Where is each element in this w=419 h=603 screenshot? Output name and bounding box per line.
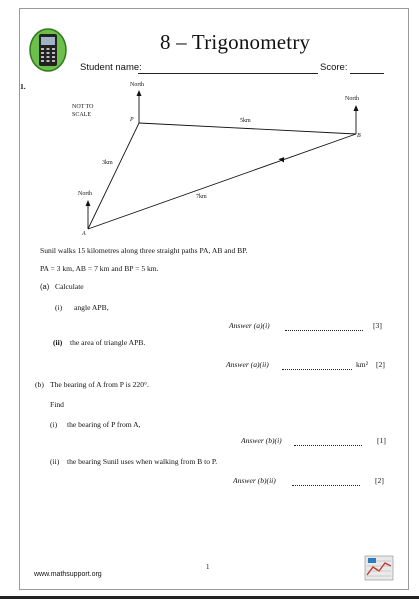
part-a-ii-label: (ii) xyxy=(53,338,63,347)
bottom-divider xyxy=(0,596,419,599)
part-a-ii-text: the area of triangle APB. xyxy=(70,338,146,347)
score-field[interactable] xyxy=(350,73,384,74)
part-b-ii-text: the bearing Sunil uses when walking from B to P. xyxy=(67,457,218,466)
part-a-i-label: (i) xyxy=(55,303,63,312)
part-a-label: (a) xyxy=(40,282,50,291)
score-label: Score: xyxy=(320,62,348,73)
part-b-ii-label: (ii) xyxy=(50,457,60,466)
answer-a-i-field[interactable] xyxy=(285,330,363,331)
north-label-b: North xyxy=(345,96,359,102)
answer-b-i-field[interactable] xyxy=(294,445,362,446)
question-givens: PA = 3 km, AB = 7 km and BP = 5 km. xyxy=(40,264,159,273)
part-a-instruction: Calculate xyxy=(55,282,84,291)
part-b-i-text: the bearing of P from A, xyxy=(67,420,141,429)
answer-b-ii-field[interactable] xyxy=(292,485,360,486)
marks-a-i: [3] xyxy=(373,321,382,330)
path-pb xyxy=(139,123,356,134)
length-pa-label: 3km xyxy=(102,160,113,166)
not-to-scale-line-2: SCALE xyxy=(72,112,92,118)
point-p-label: P xyxy=(130,117,134,123)
marks-b-ii: [2] xyxy=(375,476,384,485)
not-to-scale-line-1: NOT TO xyxy=(72,104,94,110)
student-name-label: Student name: xyxy=(80,62,142,73)
point-b-label: B xyxy=(357,133,361,139)
unit-a-ii: km² xyxy=(356,360,368,369)
path-pa xyxy=(88,123,139,229)
part-b-i-label: (i) xyxy=(50,420,58,429)
answer-a-ii-field[interactable] xyxy=(282,369,352,370)
page-title: 8 – Trigonometry xyxy=(160,30,311,54)
length-pb-label: 5km xyxy=(240,118,251,124)
question-intro: Sunil walks 15 kilometres along three straight paths PA, AB and BP. xyxy=(40,246,248,255)
not-to-scale-label xyxy=(72,103,94,119)
point-a-label: A xyxy=(82,231,86,237)
page-number: 1 xyxy=(206,563,210,571)
north-label-p: North xyxy=(130,82,144,88)
part-b-label: (b) xyxy=(35,380,44,389)
marks-b-i: [1] xyxy=(377,436,386,445)
mathsupport-logo-icon xyxy=(364,555,394,581)
part-b-bearing-text: The bearing of A from P is 220°. xyxy=(50,380,149,389)
calculator-logo-icon xyxy=(29,28,67,72)
footer-website[interactable]: www.mathsupport.org xyxy=(34,571,102,578)
path-ab xyxy=(88,134,356,229)
answer-a-i-label: Answer (a)(i) xyxy=(229,321,270,330)
part-b-instruction: Find xyxy=(50,400,64,409)
student-name-field[interactable] xyxy=(138,73,318,74)
north-label-a: North xyxy=(78,191,92,197)
answer-b-ii-label: Answer (b)(ii) xyxy=(233,476,276,485)
length-ab-label: 7km xyxy=(196,194,207,200)
part-a-i-text: angle APB, xyxy=(74,303,109,312)
marks-a-ii: [2] xyxy=(376,360,385,369)
question-number: 1. xyxy=(20,82,26,91)
answer-b-i-label: Answer (b)(i) xyxy=(241,436,282,445)
answer-a-ii-label: Answer (a)(ii) xyxy=(226,360,269,369)
